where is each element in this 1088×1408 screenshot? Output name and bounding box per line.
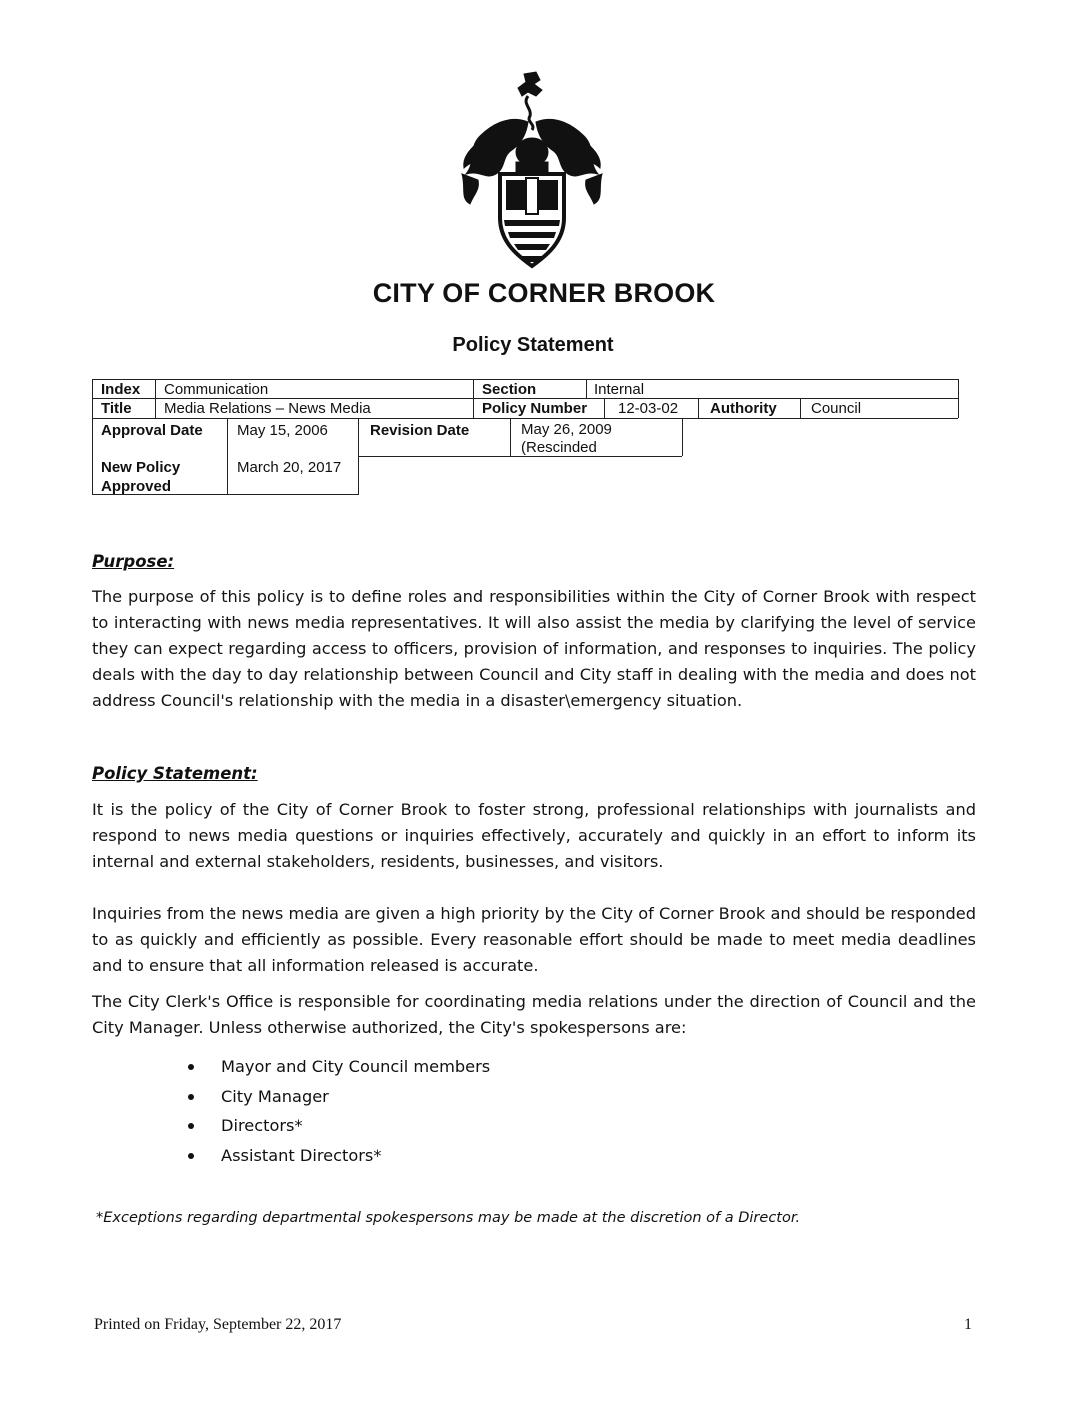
bullet-icon — [188, 1094, 194, 1100]
policy-number-label: Policy Number — [482, 400, 588, 417]
policy-number-value: 12-03-02 — [618, 400, 679, 417]
bullet-icon — [188, 1064, 194, 1070]
list-item: Directors* — [188, 1111, 490, 1141]
index-label: Index — [101, 381, 141, 398]
city-title: CITY OF CORNER BROOK — [372, 278, 716, 308]
list-item: Mayor and City Council members — [188, 1052, 490, 1082]
approval-date-value: May 15, 2006 — [237, 422, 328, 439]
revision-date-label: Revision Date — [370, 422, 470, 439]
purpose-heading: Purpose: — [92, 552, 175, 571]
approval-date-label: Approval Date — [101, 422, 203, 439]
authority-label: Authority — [710, 400, 777, 417]
new-policy-value: March 20, 2017 — [237, 459, 342, 476]
title-label: Title — [101, 400, 132, 417]
new-policy-label-line1: New Policy — [101, 459, 181, 476]
section-value: Internal — [594, 381, 645, 398]
spokespersons-list — [188, 1052, 490, 1170]
spokesperson-footnote: *Exceptions regarding departmental spokespersons may be made at the discretion of a Director. — [96, 1210, 801, 1226]
policy-paragraph-1: It is the policy of the City of Corner Brook to foster strong, professional relationships with journalists and respond to news media questions or inquiries effectively, accurately and quickly in an effort to inform its internal and external stakeholders, residents, businesses, and visitors. — [92, 800, 976, 871]
section-label: Section — [482, 381, 537, 398]
bullet-icon — [188, 1153, 194, 1159]
document-type-heading: Policy Statement — [452, 334, 614, 356]
new-policy-label-line2: Approved — [101, 478, 172, 495]
page-number: 1 — [964, 1316, 972, 1333]
title-value: Media Relations – News Media — [164, 400, 371, 417]
policy-paragraph-2: Inquiries from the news media are given a high priority by the City of Corner Brook and should be responded to as quickly and efficiently as possible. Every reasonable effort should be made to meet media deadlines and to ensure that all information released is accurate. — [92, 904, 976, 975]
list-item: Assistant Directors* — [188, 1141, 490, 1171]
purpose-paragraph: The purpose of this policy is to define roles and responsibilities within the City of Corner Brook with respect to interacting with news media representatives. It will also assist the media by clarifying the level of service they can expect regarding access to officers, provision of information, and responses to inquiries. The policy deals with the day to day relationship between Council and City staff in dealing with the media and does not address Council's relationship with the media in a disaster\emergency situation. — [92, 587, 976, 710]
authority-value: Council — [811, 400, 862, 417]
revision-date-value-line2: (Rescinded — [521, 439, 597, 456]
revision-date-value-line1: May 26, 2009 — [521, 421, 612, 438]
city-crest-icon — [456, 70, 606, 270]
policy-paragraph-3: The City Clerk's Office is responsible for coordinating media relations under the direction of Council and the City Manager. Unless otherwise authorized, the City's spokespersons are: — [92, 992, 976, 1037]
list-item: City Manager — [188, 1082, 490, 1112]
policy-statement-heading: Policy Statement: — [92, 764, 258, 783]
printed-date: Printed on Friday, September 22, 2017 — [94, 1316, 342, 1333]
bullet-icon — [188, 1123, 194, 1129]
index-value: Communication — [164, 381, 269, 398]
